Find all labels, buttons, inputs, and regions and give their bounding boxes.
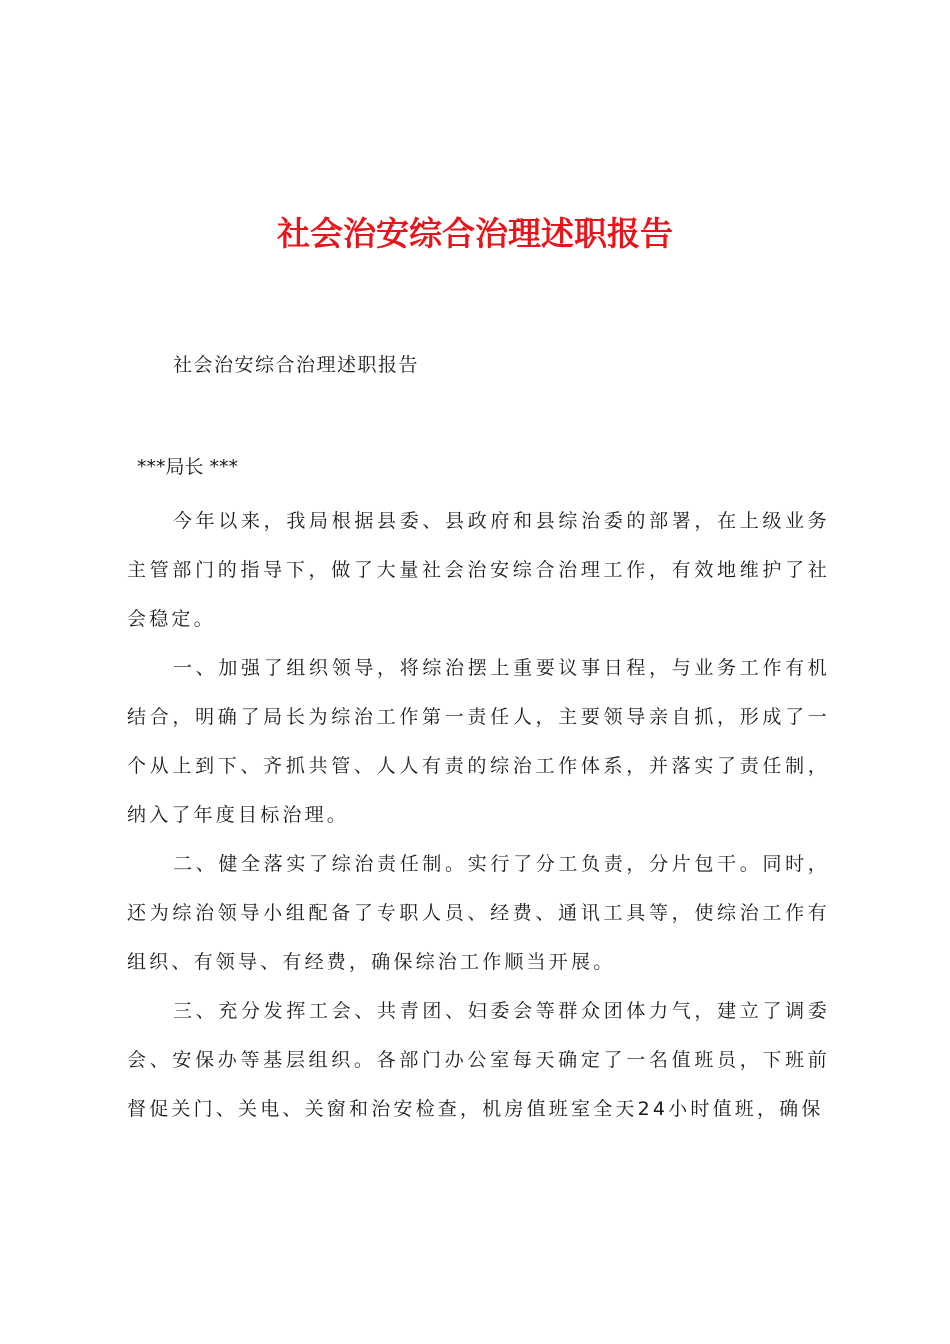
document-subtitle: 社会治安综合治理述职报告 [173,354,420,376]
document-body [127,497,830,1134]
document-title: 社会治安综合治理述职报告 [277,214,673,253]
author-line: ***局长 *** [137,456,239,478]
paragraph-section-3: 三、充分发挥工会、共青团、妇委会等群众团体力气，建立了调委会、安保办等基层组织。各部门办公室每天确定了一名值班员，下班前督促关门、关电、关窗和治安检查，机房值班室全天24小时值班，确保 [127,1000,830,1120]
paragraph-section-1: 一、加强了组织领导，将综治摆上重要议事日程，与业务工作有机结合，明确了局长为综治工作第一责任人，主要领导亲自抓，形成了一个从上到下、齐抓共管、人人有责的综治工作体系，并落实了责任制，纳入了年度目标治理。 [127,657,830,826]
paragraph-section-2: 二、健全落实了综治责任制。实行了分工负责，分片包干。同时，还为综治领导小组配备了专职人员、经费、通讯工具等，使综治工作有组织、有领导、有经费，确保综治工作顺当开展。 [127,853,830,973]
paragraph-intro: 今年以来，我局根据县委、县政府和县综治委的部署，在上级业务主管部门的指导下，做了大量社会治安综合治理工作，有效地维护了社会稳定。 [127,510,830,630]
